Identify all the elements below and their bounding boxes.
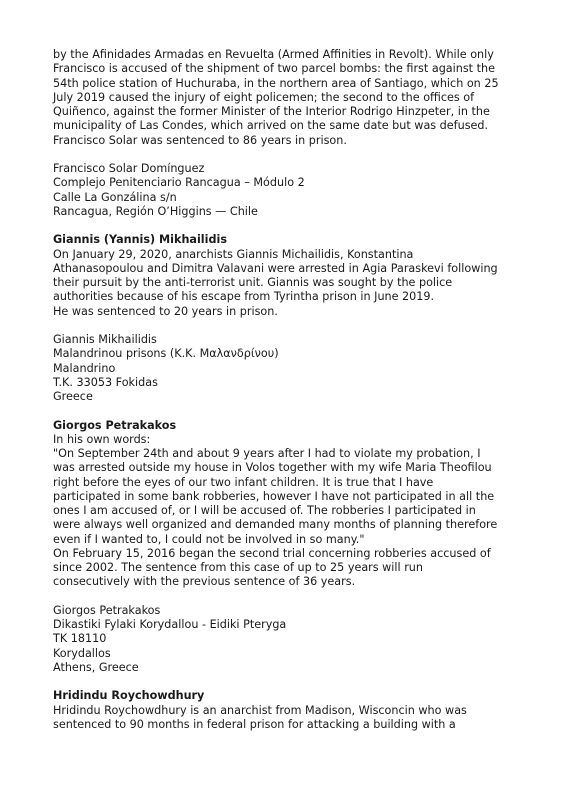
petrakakos-body <box>53 433 513 590</box>
address-line: Rancagua, Región O’Higgins — Chile <box>53 204 258 218</box>
mikhailidis-body <box>53 248 513 319</box>
address-line: TK 18110 <box>53 632 107 646</box>
text-line: In his own words: <box>53 432 151 446</box>
spacer <box>53 590 513 604</box>
solar-address <box>53 162 513 219</box>
text-line: ones I am accused of, or I will be accused of. The robberies I participated in <box>53 504 476 517</box>
text-line: their pursuit by the anti-terrorist unit. Giannis was sought by the police <box>53 276 453 289</box>
text-line: He was sentenced to 20 years in prison. <box>53 304 278 318</box>
document-page <box>53 48 513 732</box>
address-line: Giorgos Petrakakos <box>53 603 161 617</box>
mikhailidis-address <box>53 333 513 404</box>
address-line: Dikastiki Fylaki Korydallou - Eidiki Pteryga <box>53 618 287 631</box>
text-line: Hridindu Roychowdhury is an anarchist from Madison, Wisconcin who was <box>53 703 467 717</box>
text-line: 54th police station of Huchuraba, in the northern area of Santiago, which on 25 <box>53 76 499 90</box>
text-line: On February 15, 2016 began the second trial concerning robberies accused of <box>53 546 491 560</box>
address-line: Complejo Penitenciario Rancagua – Módulo 2 <box>53 176 305 190</box>
text-line: participated in some bank robberies, however I have not participated in all the <box>53 489 495 503</box>
spacer <box>53 148 513 162</box>
section-heading: Giannis (Yannis) Mikhailidis <box>53 233 227 247</box>
text-line: Quiñenco, against the former Minister of the Interior Rodrigo Hinzpeter, in the <box>53 105 490 118</box>
address-line: Francisco Solar Domínguez <box>53 162 205 175</box>
solar-intro <box>53 48 513 148</box>
section-heading: Hridindu Roychowdhury <box>53 689 205 703</box>
text-line: Francisco Solar was sentenced to 86 years in prison. <box>53 133 347 147</box>
address-line: Giannis Mikhailidis <box>53 333 157 346</box>
text-line: were always well organized and demanded many months of planning therefore <box>53 518 498 532</box>
roychowdhury-body <box>53 704 513 733</box>
text-line: July 2019 caused the injury of eight policemen; the second to the offices of <box>53 90 475 104</box>
text-line: sentenced to 90 months in federal prison for attacking a building with a <box>53 717 456 731</box>
address-line: Korydallos <box>53 646 111 660</box>
petrakakos-address <box>53 604 513 675</box>
text-line: authorities because of his escape from Tyrintha prison in June 2019. <box>53 290 435 304</box>
section-heading: Giorgos Petrakakos <box>53 418 177 432</box>
address-line: Greece <box>53 390 93 403</box>
spacer <box>53 219 513 233</box>
spacer <box>53 404 513 418</box>
text-line: was arrested outside my house in Volos together with my wife Maria Theofilou <box>53 461 492 475</box>
address-line: Malandrinou prisons (Κ.Κ. Μαλανδρίνου) <box>53 347 279 361</box>
text-line: right before the eyes of our two infant children. It is true that I have <box>53 475 434 489</box>
address-line: Malandrino <box>53 361 116 375</box>
address-line: Athens, Greece <box>53 660 139 674</box>
text-line: since 2002. The sentence from this case of up to 25 years will run <box>53 561 423 574</box>
text-line: by the Afinidades Armadas en Revuelta (Armed Affinities in Revolt). While only <box>53 48 494 61</box>
text-line: municipality of Las Condes, which arrived on the same date but was defused. <box>53 119 489 133</box>
text-line: consecutively with the previous sentence of 36 years. <box>53 575 356 589</box>
address-line: Calle La Gonzálina s/n <box>53 190 177 204</box>
text-line: Francisco is accused of the shipment of two parcel bombs: the first against the <box>53 62 495 76</box>
address-line: T.K. 33053 Fokidas <box>53 375 158 389</box>
text-line: even if I wanted to, I could not be involved in so many." <box>53 532 365 546</box>
spacer <box>53 675 513 689</box>
text-line: Athanasopoulou and Dimitra Valavani were arrested in Agia Paraskevi following <box>53 261 498 275</box>
text-line: "On September 24th and about 9 years after I had to violate my probation, I <box>53 447 481 460</box>
spacer <box>53 319 513 333</box>
text-line: On January 29, 2020, anarchists Giannis Michailidis, Konstantina <box>53 247 414 261</box>
